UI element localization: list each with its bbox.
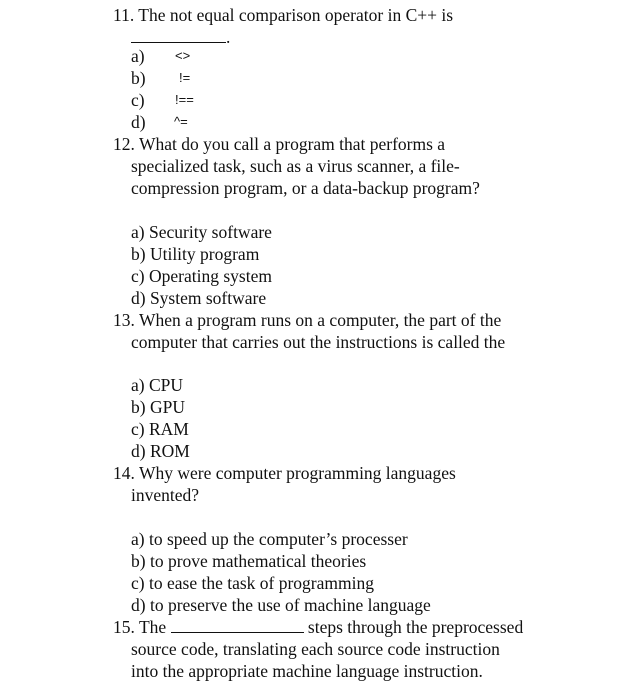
option-text: to ease the task of programming — [148, 573, 374, 593]
question-13-text-line-2: computer that carries out the instructions is called the — [131, 332, 506, 352]
option-text: to prove mathematical theories — [149, 551, 367, 571]
option-text: to preserve the use of machine language — [149, 595, 431, 615]
option-text: GPU — [149, 397, 185, 417]
question-number: 15. — [113, 617, 135, 637]
option-letter: a) — [131, 529, 145, 549]
q11-option-c-text: !== — [175, 92, 194, 107]
question-12-text-line-3: compression program, or a data-backup program? — [131, 178, 480, 198]
q13-option-a — [131, 374, 183, 396]
option-text: CPU — [148, 375, 184, 395]
q12-option-b — [131, 243, 259, 265]
question-14-text-line-2: invented? — [131, 485, 200, 505]
answer-blank — [131, 27, 226, 43]
option-letter: d) — [131, 288, 146, 308]
question-12-text-line-2: specialized task, such as a virus scanner, a file- — [131, 156, 460, 176]
option-letter: c) — [131, 573, 145, 593]
option-text: ROM — [149, 441, 190, 461]
q12-option-d — [131, 287, 266, 309]
option-letter: c) — [131, 419, 145, 439]
option-text: Operating system — [148, 266, 272, 286]
q14-option-c — [131, 572, 374, 594]
q11-option-a-letter: a) — [131, 46, 145, 66]
question-15-text-line-2: source code, translating each source code instruction — [131, 639, 500, 659]
question-11-stem — [113, 4, 453, 26]
q14-option-b — [131, 550, 366, 572]
q12-option-c — [131, 265, 272, 287]
question-text: What do you call a program that performs a — [138, 134, 446, 154]
question-text: steps through the preprocessed — [307, 617, 524, 637]
q13-option-c — [131, 418, 189, 440]
question-text: The not equal comparison operator in C++ is — [138, 5, 454, 25]
question-15-stem — [113, 616, 523, 638]
question-13-stem — [113, 309, 501, 331]
question-14-stem — [113, 462, 456, 484]
option-text: Utility program — [149, 244, 260, 264]
question-12-stem — [113, 133, 445, 155]
blank-period: . — [226, 27, 231, 47]
question-lead: The — [138, 617, 167, 637]
question-number: 12. — [113, 134, 135, 154]
q11-option-d-letter: d) — [131, 112, 146, 132]
option-text: Security software — [148, 222, 272, 242]
option-letter: b) — [131, 244, 146, 264]
question-15-text-line-3: into the appropriate machine language instruction. — [131, 661, 483, 681]
option-letter: a) — [131, 222, 145, 242]
option-letter: d) — [131, 441, 146, 461]
q12-option-a — [131, 221, 272, 243]
q13-option-b — [131, 396, 185, 418]
option-letter: a) — [131, 375, 145, 395]
q11-option-d-text: ^= — [174, 114, 188, 129]
question-number: 11. — [113, 5, 135, 25]
option-text: RAM — [148, 419, 189, 439]
question-text: Why were computer programming languages — [138, 463, 456, 483]
option-text: System software — [149, 288, 267, 308]
answer-blank — [171, 617, 304, 633]
option-letter: c) — [131, 266, 145, 286]
option-letter: b) — [131, 551, 146, 571]
q11-option-b-text: != — [179, 70, 191, 85]
option-letter: d) — [131, 595, 146, 615]
question-number: 14. — [113, 463, 135, 483]
q14-option-a — [131, 528, 408, 550]
option-text: to speed up the computer’s processer — [148, 529, 408, 549]
option-letter: b) — [131, 397, 146, 417]
q14-option-d — [131, 594, 431, 616]
q13-option-d — [131, 440, 190, 462]
question-number: 13. — [113, 310, 135, 330]
q11-option-b-letter: b) — [131, 68, 146, 88]
q11-option-c-letter: c) — [131, 90, 145, 110]
question-text: When a program runs on a computer, the part of the — [138, 310, 502, 330]
q11-option-a-text: <> — [175, 48, 191, 63]
